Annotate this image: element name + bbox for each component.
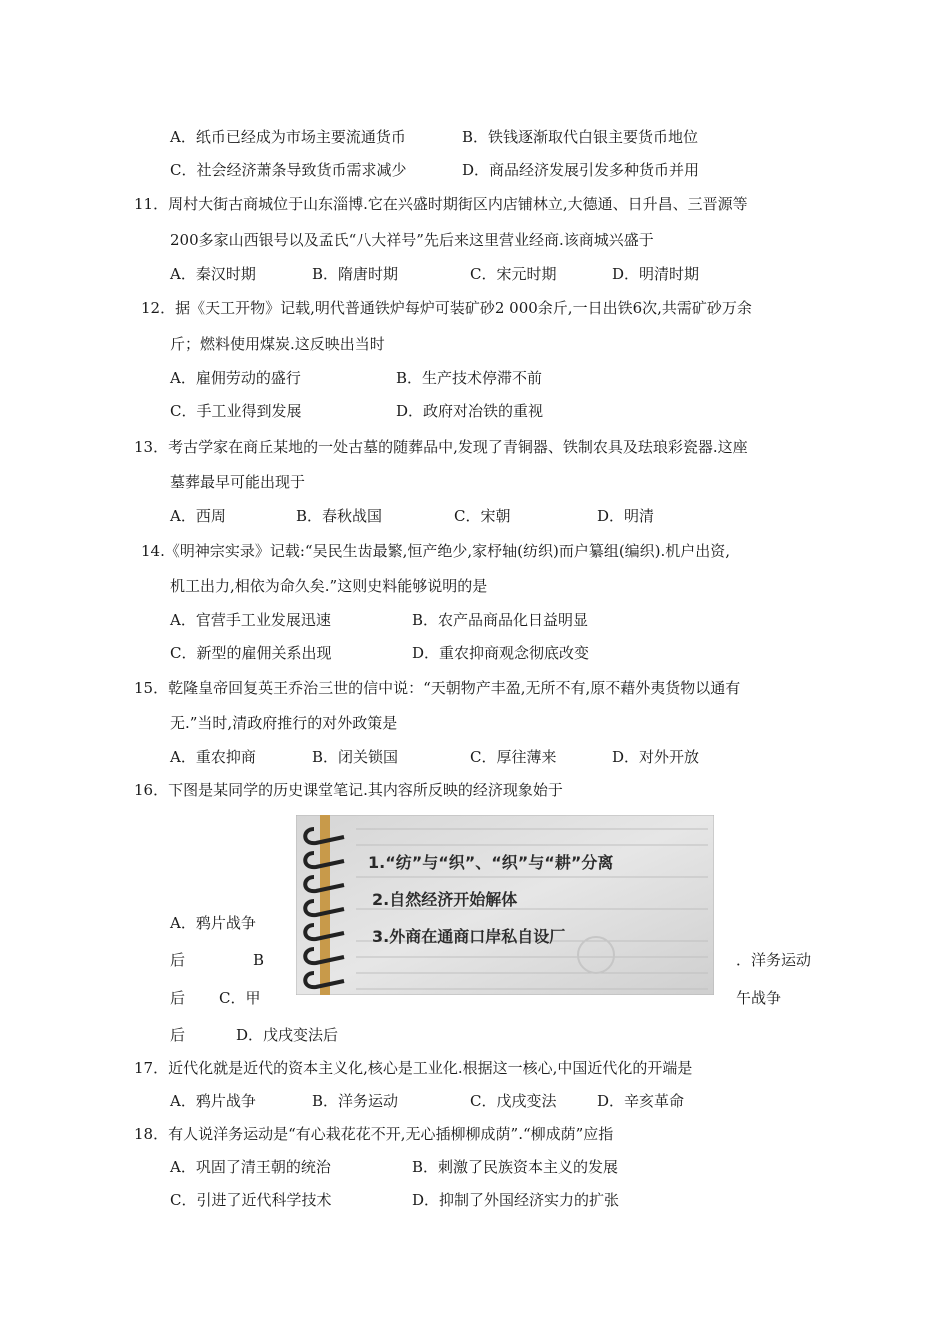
q12-stem-line2: 斤；燃料使用煤炭.这反映出当时 xyxy=(170,335,385,353)
q16-frag-hou-3: 后 xyxy=(170,1026,186,1044)
q17-option-d: D．辛亥革命 xyxy=(597,1092,685,1110)
q11-stem-line2: 200多家山西银号以及孟氏“八大祥号”先后来这里营业经商.该商城兴盛于 xyxy=(170,231,654,249)
q18-option-d: D．抑制了外国经济实力的扩张 xyxy=(412,1191,620,1209)
q13-stem-line2: 墓葬最早可能出现于 xyxy=(170,473,306,491)
q13-option-c: C．宋朝 xyxy=(454,507,511,525)
q16-option-b-label: B xyxy=(253,951,265,969)
q11-option-a: A．秦汉时期 xyxy=(170,265,256,283)
q17-stem-line1: 17．近代化就是近代的资本主义化,核心是工业化.根据这一核心,中国近代化的开端是 xyxy=(134,1059,693,1077)
q14-option-d: D．重农抑商观念彻底改变 xyxy=(412,644,590,662)
q15-option-b: B．闭关锁国 xyxy=(312,748,399,766)
q10-option-c: C．社会经济萧条导致货币需求减少 xyxy=(170,161,407,179)
q18-option-b: B．刺激了民族资本主义的发展 xyxy=(412,1158,619,1176)
q10-option-d: D．商品经济发展引发多种货币并用 xyxy=(462,161,700,179)
q16-stem-line1: 16．下图是某同学的历史课堂笔记.其内容所反映的经济现象始于 xyxy=(134,781,563,799)
q16-option-b-text: ．洋务运动 xyxy=(736,951,812,969)
q18-stem-line1: 18．有人说洋务运动是“有心栽花花不开,无心插柳柳成荫”.“柳成荫”应指 xyxy=(134,1125,614,1143)
q16-option-d: D．戊戌变法后 xyxy=(236,1026,339,1044)
q11-option-c: C．宋元时期 xyxy=(470,265,557,283)
q18-option-c: C．引进了近代科学技术 xyxy=(170,1191,332,1209)
q11-option-d: D．明清时期 xyxy=(612,265,700,283)
q13-option-a: A．西周 xyxy=(170,507,226,525)
q11-stem-line1: 11．周村大街古商城位于山东淄博.它在兴盛时期街区内店铺林立,大德通、日升昌、三晋源等 xyxy=(134,195,748,213)
q15-option-d: D．对外开放 xyxy=(612,748,700,766)
q13-option-d: D．明清 xyxy=(597,507,655,525)
q16-option-c-label: C．甲 xyxy=(219,989,261,1007)
notebook-image xyxy=(296,815,714,995)
q15-option-c: C．厚往薄来 xyxy=(470,748,557,766)
q16-frag-hou-2: 后 xyxy=(170,989,186,1007)
q18-option-a: A．巩固了清王朝的统治 xyxy=(170,1158,331,1176)
q13-option-b: B．春秋战国 xyxy=(296,507,383,525)
q11-option-b: B．隋唐时期 xyxy=(312,265,399,283)
q10-option-a: A．纸币已经成为市场主要流通货币 xyxy=(170,128,406,146)
q14-option-a: A．官营手工业发展迅速 xyxy=(170,611,331,629)
q10-option-b: B．铁钱逐渐取代白银主要货币地位 xyxy=(462,128,699,146)
q12-option-a: A．雇佣劳动的盛行 xyxy=(170,369,301,387)
q14-stem-line1: 14.《明神宗实录》记载:“吴民生齿最繁,恒产绝少,家杼轴(纺织)而户纂组(编织).机户出资, xyxy=(141,542,731,560)
q15-option-a: A．重农抑商 xyxy=(170,748,256,766)
q15-stem-line2: 无.”当时,清政府推行的对外政策是 xyxy=(170,714,398,732)
q16-option-a: A．鸦片战争 xyxy=(170,914,256,932)
q17-option-a: A．鸦片战争 xyxy=(170,1092,256,1110)
q12-option-d: D．政府对冶铁的重视 xyxy=(396,402,544,420)
q16-option-c-text: 午战争 xyxy=(736,989,782,1007)
q14-stem-line2: 机工出力,相依为命久矣.”这则史料能够说明的是 xyxy=(170,577,488,595)
q16-frag-hou-1: 后 xyxy=(170,951,186,969)
note-line-1: 1.“纺”与“织”、“织”与“耕”分离 xyxy=(368,853,614,872)
q12-option-c: C．手工业得到发展 xyxy=(170,402,302,420)
q13-stem-line1: 13．考古学家在商丘某地的一处古墓的随葬品中,发现了青铜器、铁制农具及珐琅彩瓷器.这座 xyxy=(134,438,748,456)
q17-option-b: B．洋务运动 xyxy=(312,1092,399,1110)
q12-stem-line1: 12．据《天工开物》记载,明代普通铁炉每炉可装矿砂2 000余斤,一日出铁6次,共需矿砂万余 xyxy=(141,299,752,317)
note-line-3: 3.外商在通商口岸私自设厂 xyxy=(372,927,566,946)
q12-option-b: B．生产技术停滞不前 xyxy=(396,369,543,387)
q15-stem-line1: 15．乾隆皇帝回复英王乔治三世的信中说：“天朝物产丰盈,无所不有,原不藉外夷货物以通有 xyxy=(134,679,741,697)
note-line-2: 2.自然经济开始解体 xyxy=(372,890,518,909)
q14-option-b: B．农产品商品化日益明显 xyxy=(412,611,589,629)
q14-option-c: C．新型的雇佣关系出现 xyxy=(170,644,332,662)
q17-option-c: C．戊戌变法 xyxy=(470,1092,557,1110)
notebook-svg xyxy=(296,815,714,995)
